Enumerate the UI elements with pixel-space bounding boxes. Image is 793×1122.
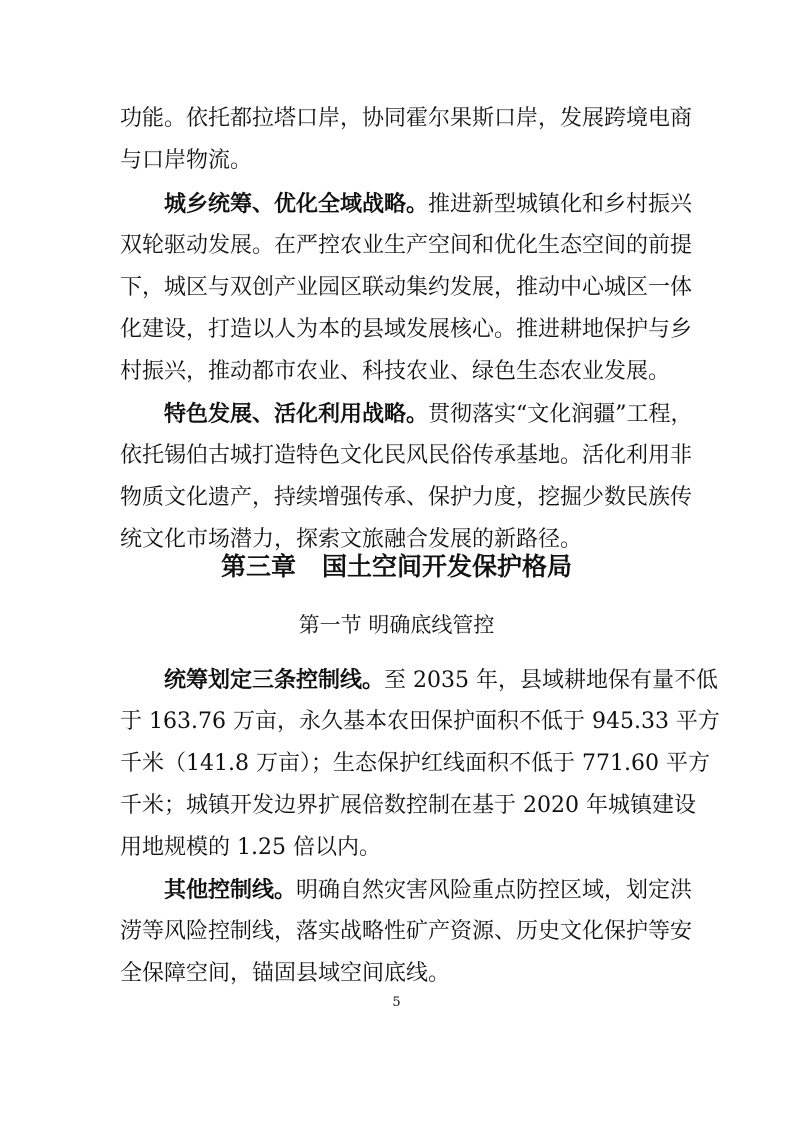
paragraph-4-line-1	[164, 665, 718, 695]
paragraph-3-line-2: 依托锡伯古城打造特色文化民风民俗传承基地。活化利用非	[120, 443, 693, 468]
paragraph-2-line-4: 化建设，打造以人为本的县域发展核心。推进耕地保护与乡	[120, 317, 693, 342]
paragraph-4-line-3: 千米（141.8 万亩）；生态保护红线面积不低于 771.60 平方	[120, 751, 710, 776]
paragraph-2-line-2: 双轮驱动发展。在严控农业生产空间和优化生态空间的前提	[120, 233, 693, 258]
paragraph-4-line-2: 于 163.76 万亩，永久基本农田保护面积不低于 945.33 平方	[120, 709, 720, 734]
paragraph-4-line-4: 千米；城镇开发边界扩展倍数控制在基于 2020 年城镇建设	[120, 793, 696, 818]
paragraph-1-line-2: 与口岸物流。	[120, 148, 253, 173]
paragraph-4-heading: 统筹划定三条控制线。	[164, 667, 385, 693]
paragraph-1-line-1: 功能。依托都拉塔口岸，协同霍尔果斯口岸，发展跨境电商	[120, 106, 693, 131]
paragraph-5-line-1	[164, 875, 693, 905]
paragraph-5-line-3: 全保障空间，锚固县域空间底线。	[120, 961, 451, 986]
paragraph-3-line-3: 物质文化遗产，持续增强传承、保护力度，挖掘少数民族传	[120, 485, 693, 510]
paragraph-2-line-1	[164, 189, 693, 219]
paragraph-4-line-5: 用地规模的 1.25 倍以内。	[120, 835, 381, 860]
paragraph-3-text: 贯彻落实“文化润疆”工程，	[428, 402, 693, 427]
paragraph-5-line-2: 涝等风险控制线，落实战略性矿产资源、历史文化保护等安	[120, 919, 693, 944]
chapter-title: 第三章 国土空间开发保护格局	[220, 552, 573, 581]
page-number: 5	[392, 995, 401, 1010]
paragraph-3-line-1	[164, 399, 693, 429]
paragraph-2-line-3: 下，城区与双创产业园区联动集约发展，推动中心城区一体	[120, 275, 693, 300]
paragraph-3-line-4: 统文化市场潜力，探索文旅融合发展的新路径。	[120, 527, 583, 552]
paragraph-5-text: 明确自然灾害风险重点防控区域，划定洪	[296, 878, 693, 903]
section-title: 第一节 明确底线管控	[298, 613, 495, 637]
paragraph-5-heading: 其他控制线。	[164, 877, 297, 903]
paragraph-2-heading: 城乡统筹、优化全域战略。	[164, 191, 429, 217]
paragraph-2-text: 推进新型城镇化和乡村振兴	[428, 192, 693, 217]
paragraph-4-text: 至 2035 年，县域耕地保有量不低	[384, 668, 718, 693]
paragraph-2-line-5: 村振兴，推动都市农业、科技农业、绿色生态农业发展。	[120, 359, 671, 384]
paragraph-3-heading: 特色发展、活化利用战略。	[164, 401, 429, 427]
